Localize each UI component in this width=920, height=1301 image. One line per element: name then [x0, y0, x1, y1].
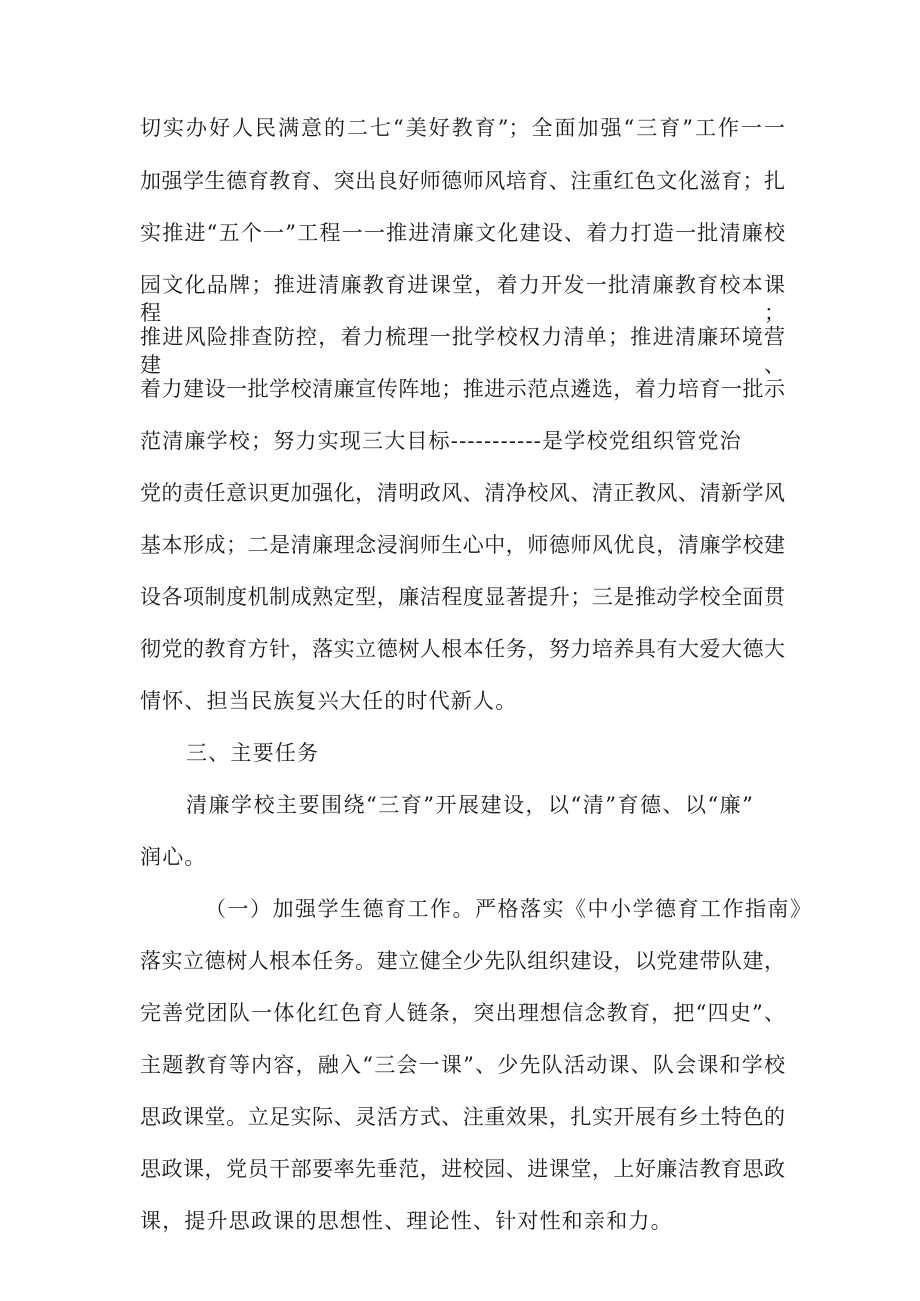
text-line-22: 课，提升思政课的思想性、理论性、针对性和亲和力。: [140, 1209, 673, 1233]
text-line-5: 推进风险排查防控，着力梳理一批学校权力清单；推进清廉环境营建、: [140, 325, 785, 377]
text-line-7: 范清廉学校；努力实现三大目标-----------是学校党组织管党治: [140, 429, 742, 453]
text-line-9: 基本形成；二是清廉理念浸润师生心中，师德师风优良，清廉学校建: [140, 533, 785, 557]
text-line-11: 彻党的教育方针，落实立德树人根本任务，努力培养具有大爱大德大: [140, 637, 785, 661]
text-line-21: 思政课，党员干部要率先垂范，进校园、进课堂，上好廉洁教育思政: [140, 1157, 785, 1181]
text-line-15: 润心。: [140, 845, 207, 869]
text-line-14: 清廉学校主要围绕“三育”开展建设，以“清”育德、以“廉”: [186, 793, 755, 817]
text-line-1: 切实办好人民满意的二七“美好教育”；全面加强“三育”工作一一: [140, 116, 785, 140]
text-line-17: 落实立德树人根本任务。建立健全少先队组织建设，以党建带队建，: [140, 949, 785, 973]
section-heading: 三、主要任务: [186, 741, 320, 765]
text-line-10: 设各项制度机制成熟定型，廉洁程度显著提升；三是推动学校全面贯: [140, 585, 785, 609]
text-line-2: 加强学生德育教育、突出良好师德师风培育、注重红色文化滋育；扎: [140, 169, 785, 193]
text-line-12: 情怀、担当民族复兴大任的时代新人。: [140, 689, 518, 713]
text-line-18: 完善党团队一体化红色育人链条，突出理想信念教育，把“四史”、: [140, 1001, 785, 1025]
text-line-4: 园文化品牌；推进清廉教育进课堂，着力开发一批清廉教育校本课程；: [140, 273, 785, 325]
text-line-3: 实推进“五个一”工程一一推进清廉文化建设、着力打造一批清廉校: [140, 221, 785, 245]
text-line-20: 思政课堂。立足实际、灵活方式、注重效果，扎实开展有乡土特色的: [140, 1105, 785, 1129]
text-line-6: 着力建设一批学校清廉宣传阵地；推进示范点遴选，着力培育一批示: [140, 377, 785, 401]
text-line-19: 主题教育等内容，融入“三会一课”、少先队活动课、队会课和学校: [140, 1053, 785, 1077]
text-line-8: 党的责任意识更加强化，清明政风、清净校风、清正教风、清新学风: [140, 481, 785, 505]
subsection-heading: （一）加强学生德育工作。严格落实《中小学德育工作指南》: [205, 897, 813, 921]
